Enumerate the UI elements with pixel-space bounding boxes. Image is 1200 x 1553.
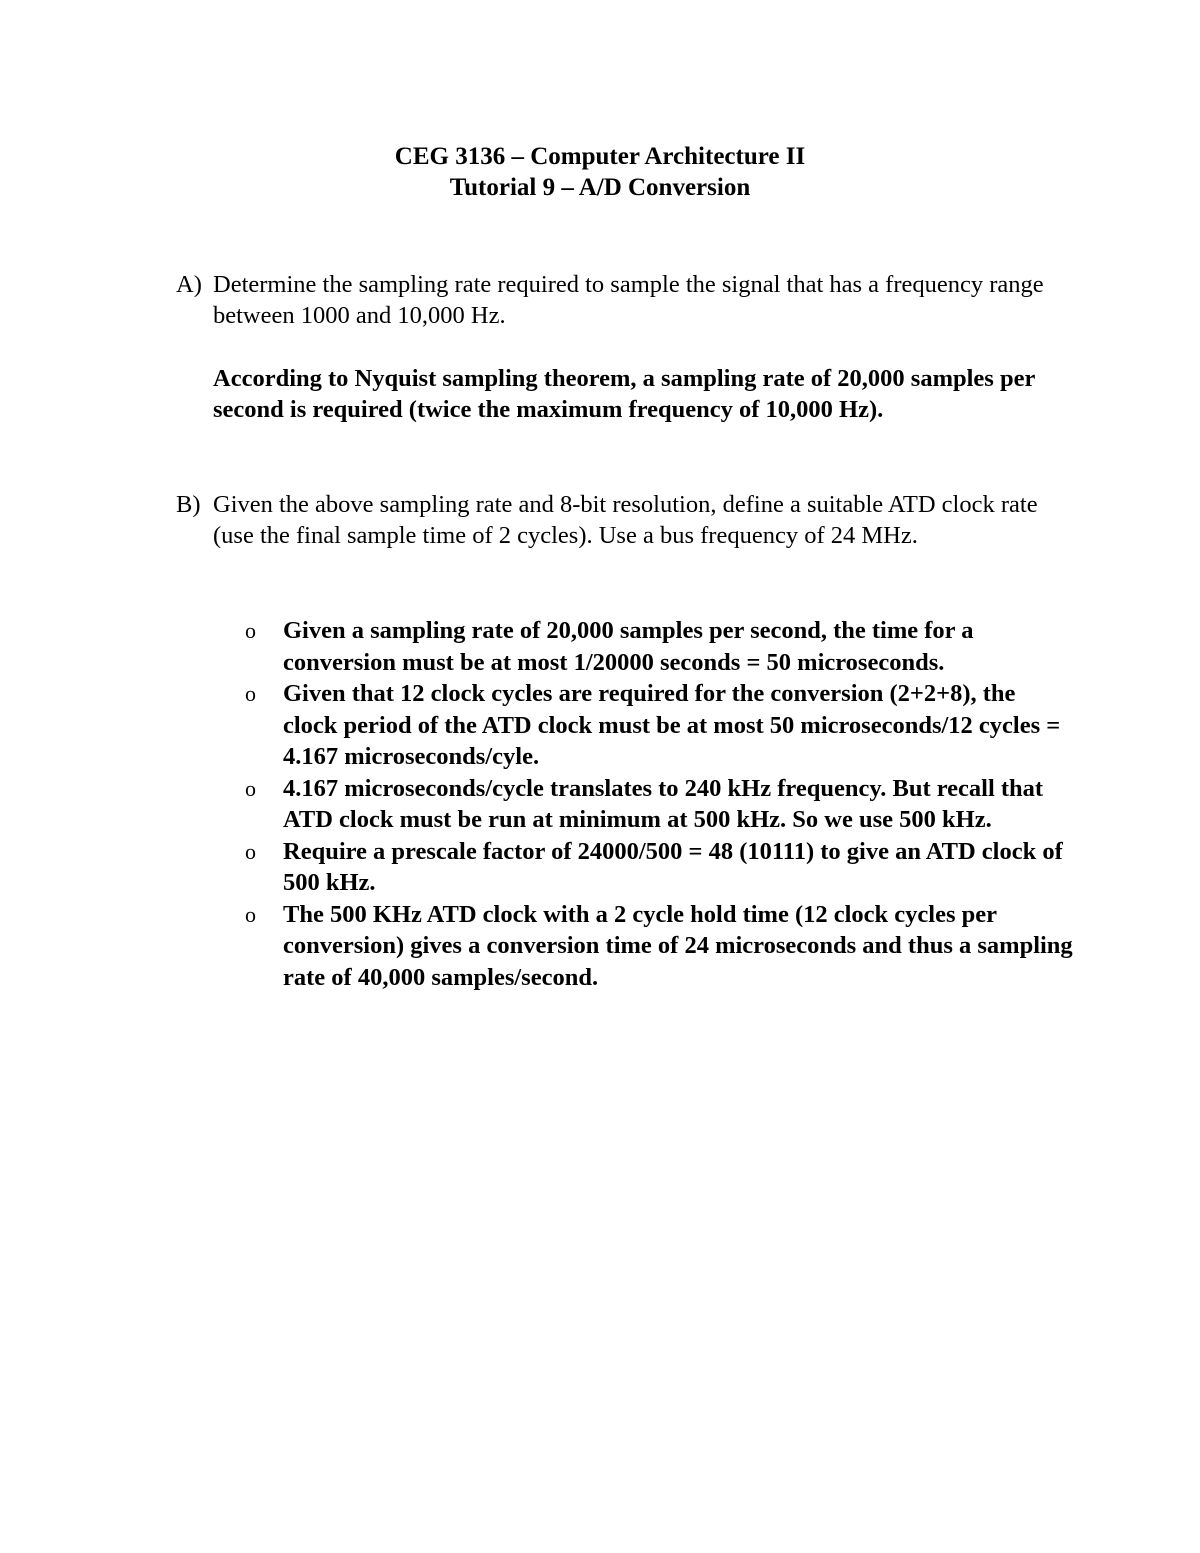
question-a-text: Determine the sampling rate required to sample the signal that has a frequency range between 1000 and 10,000 Hz. <box>213 271 1044 329</box>
answer-b-point-4: Require a prescale factor of 24000/500 = 48 (10111) to give an ATD clock of 500 kHz. <box>283 837 1063 896</box>
bullet-circle-icon: o <box>245 618 256 643</box>
answer-b-point-2: Given that 12 clock cycles are required for the conversion (2+2+8), the clock period of the ATD clock must be at most 50 microseconds/12 cycles = 4.167 microseconds/cyle. <box>283 680 1061 770</box>
list-item <box>245 773 1075 836</box>
question-a-label: A) <box>176 271 202 298</box>
list-item <box>245 615 1075 678</box>
answer-b-point-1: Given a sampling rate of 20,000 samples per second, the time for a conversion must be at most 1/20000 seconds = 50 microseconds. <box>283 617 974 676</box>
bullet-circle-icon: o <box>245 775 256 801</box>
list-item <box>245 836 1075 899</box>
question-b-text: Given the above sampling rate and 8-bit resolution, define a suitable ATD clock rate (use the final sample time of 2 cycles). Use a bus frequency of 24 MHz. <box>213 491 1038 549</box>
bullet-circle-icon: o <box>245 681 256 706</box>
answer-b-point-5: The 500 KHz ATD clock with a 2 cycle hold time (12 clock cycles per conversion) gives a conversion time of 24 microseconds and thus a sampling rate of 40,000 samples/second. <box>283 900 1073 991</box>
question-b <box>176 489 1076 551</box>
course-title: CEG 3136 – Computer Architecture II <box>394 143 806 170</box>
list-item <box>245 899 1075 994</box>
answer-b-list <box>245 615 1075 993</box>
question-a <box>176 269 1076 331</box>
document-title <box>0 141 1200 203</box>
answer-a: According to Nyquist sampling theorem, a sampling rate of 20,000 samples per second is required (twice the maximum frequency of 10,000 Hz). <box>213 365 1035 423</box>
question-b-label: B) <box>176 491 201 518</box>
answer-b-point-3: 4.167 microseconds/cycle translates to 240 kHz frequency. But recall that ATD clock must be run at minimum at 500 kHz. So we use 500 kHz. <box>283 774 1044 833</box>
tutorial-title: Tutorial 9 – A/D Conversion <box>449 174 751 201</box>
list-item <box>245 678 1075 773</box>
bullet-circle-icon: o <box>245 838 256 864</box>
bullet-circle-icon: o <box>245 901 256 927</box>
